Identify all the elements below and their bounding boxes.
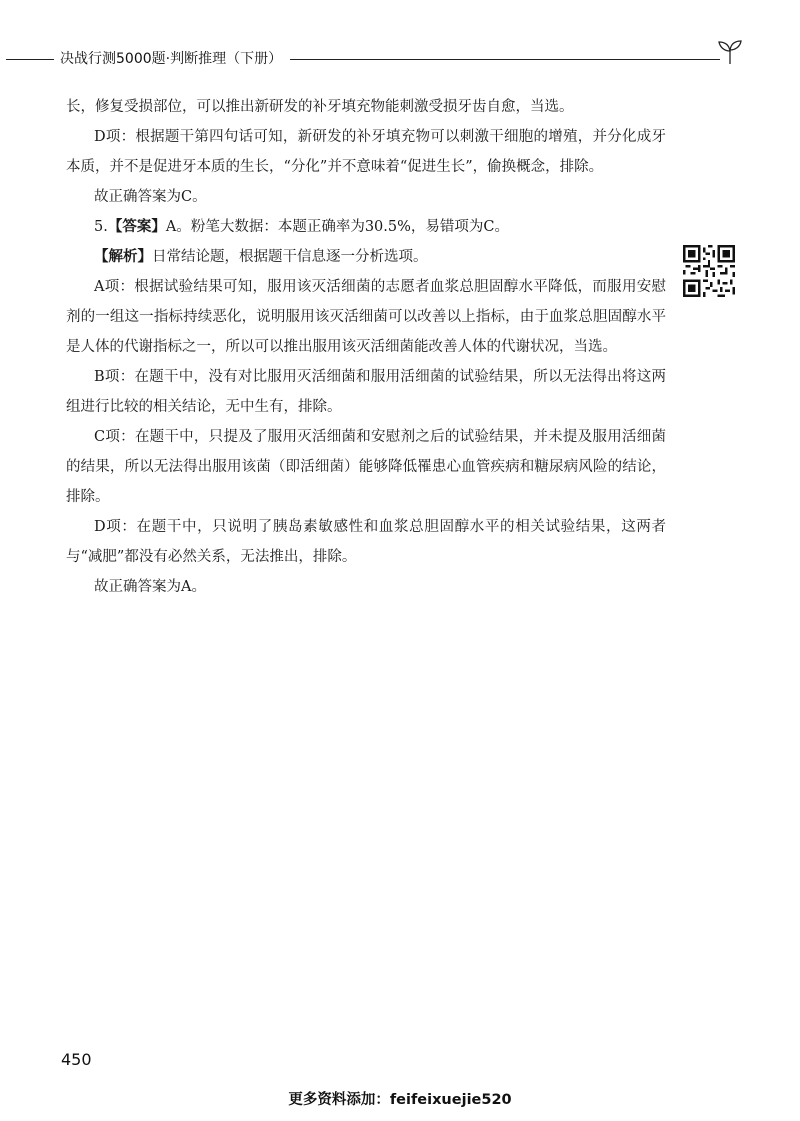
- answer-tag: 【答案】: [107, 219, 166, 235]
- paragraph: 长，修复受损部位，可以推出新研发的补牙填充物能刺激受损牙齿自愈，当选。: [66, 99, 574, 115]
- question-number: 5.: [94, 219, 108, 235]
- sprout-icon: [716, 38, 744, 66]
- analysis-line: [66, 242, 666, 272]
- analysis-text: 日常结论题，根据题干信息逐一分析选项。: [152, 249, 428, 265]
- header-rule-left: [6, 59, 54, 60]
- running-header: [0, 44, 800, 74]
- book-title: 决战行测5000题·判断推理（下册）: [60, 51, 283, 67]
- footer-note: 更多资料添加：feifeixuejie520: [288, 1092, 512, 1108]
- page-number: 450: [61, 1050, 92, 1069]
- answer-line: [66, 212, 666, 242]
- qr-code-icon[interactable]: [683, 245, 735, 297]
- paragraph: 故正确答案为A。: [94, 579, 206, 595]
- answer-text: A。粉笔大数据：本题正确率为30.5%，易错项为C。: [165, 219, 509, 235]
- paragraph: D项：根据题干第四句话可知，新研发的补牙填充物可以刺激干细胞的增殖，并分化成牙本质，并不是促进牙本质的生长，“分化”并不意味着“促进生长”，偷换概念，排除。: [66, 129, 666, 175]
- paragraph: C项：在题干中，只提及了服用灭活细菌和安慰剂之后的试验结果，并未提及服用活细菌的结果，所以无法得出服用该菌（即活细菌）能够降低罹患心血管疾病和糖尿病风险的结论，排除。: [66, 429, 666, 505]
- paragraph: D项：在题干中，只说明了胰岛素敏感性和血浆总胆固醇水平的相关试验结果，这两者与“减肥”都没有必然关系，无法推出，排除。: [66, 519, 666, 565]
- analysis-tag: 【解析】: [94, 249, 152, 265]
- paragraph: A项：根据试验结果可知，服用该灭活细菌的志愿者血浆总胆固醇水平降低，而服用安慰剂的一组这一指标持续恶化，说明服用该灭活细菌可以改善以上指标，由于血浆总胆固醇水平是人体的代谢指标之一，所以可以推出服用该灭活细菌能改善人体的代谢状况，当选。: [66, 279, 666, 355]
- header-rule-right: [290, 59, 720, 60]
- answer-explanation-body: [66, 92, 666, 602]
- paragraph: B项：在题干中，没有对比服用灭活细菌和服用活细菌的试验结果，所以无法得出将这两组进行比较的相关结论，无中生有，排除。: [66, 369, 666, 415]
- paragraph: 故正确答案为C。: [94, 189, 207, 205]
